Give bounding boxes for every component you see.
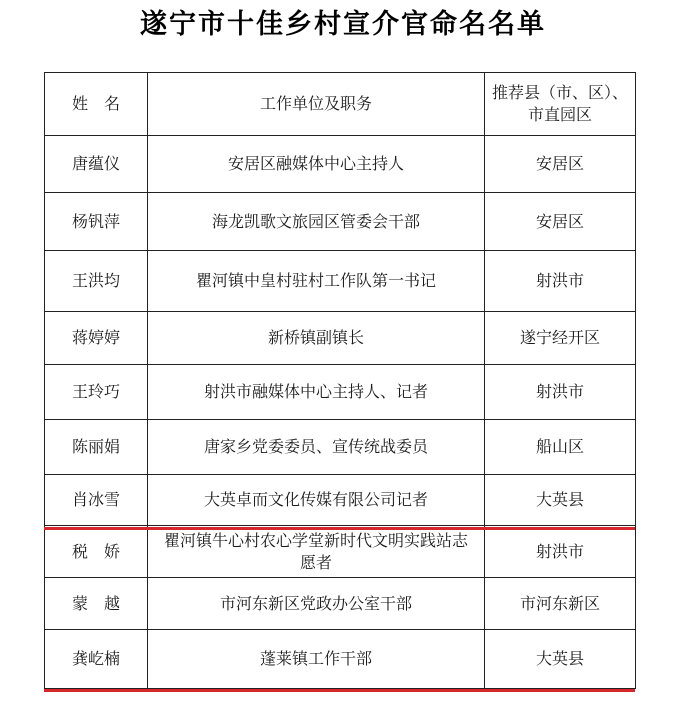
cell-unit: 瞿河镇中皇村驻村工作队第一书记	[148, 251, 485, 312]
highlight-line-bottom	[44, 689, 635, 692]
table-row	[45, 251, 636, 312]
cell-unit	[148, 526, 485, 578]
cell-county: 射洪市	[485, 365, 636, 420]
table-row	[45, 578, 636, 630]
cell-county: 安居区	[485, 193, 636, 251]
cell-name: 税 娇	[45, 526, 148, 578]
cell-county: 射洪市	[485, 251, 636, 312]
header-county-label: 推荐县（市、区）、市直园区	[491, 83, 628, 124]
table-row	[45, 136, 636, 193]
table-row	[45, 475, 636, 526]
cell-name: 龚屹楠	[45, 630, 148, 689]
table-row	[45, 630, 636, 689]
cell-unit: 新桥镇副镇长	[148, 312, 485, 365]
cell-county: 大英县	[485, 475, 636, 526]
table-row	[45, 193, 636, 251]
cell-county: 遂宁经开区	[485, 312, 636, 365]
nominee-table	[44, 72, 636, 689]
page-title: 遂宁市十佳乡村宣介官命名名单	[140, 9, 546, 40]
cell-name: 蒋婷婷	[45, 312, 148, 365]
cell-name: 蒙 越	[45, 578, 148, 630]
cell-unit: 海龙凯歌文旅园区管委会干部	[148, 193, 485, 251]
cell-unit: 市河东新区党政办公室干部	[148, 578, 485, 630]
cell-unit: 蓬莱镇工作干部	[148, 630, 485, 689]
table-row	[45, 365, 636, 420]
cell-unit: 射洪市融媒体中心主持人、记者	[148, 365, 485, 420]
cell-name: 陈丽娟	[45, 420, 148, 475]
cell-name: 杨钒萍	[45, 193, 148, 251]
cell-county: 大英县	[485, 630, 636, 689]
header-name: 姓 名	[45, 73, 148, 136]
cell-name: 王玲巧	[45, 365, 148, 420]
header-unit: 工作单位及职务	[148, 73, 485, 136]
cell-county: 射洪市	[485, 526, 636, 578]
cell-name: 肖冰雪	[45, 475, 148, 526]
cell-unit: 大英卓而文化传媒有限公司记者	[148, 475, 485, 526]
table-row	[45, 526, 636, 578]
cell-county: 市河东新区	[485, 578, 636, 630]
cell-unit-text: 瞿河镇牛心村农心学堂新时代文明实践站志愿者	[163, 530, 468, 572]
cell-county: 安居区	[485, 136, 636, 193]
table-header-row	[45, 73, 636, 136]
cell-name: 王洪均	[45, 251, 148, 312]
table-row	[45, 420, 636, 475]
header-county	[485, 73, 636, 136]
highlight-line-top	[44, 527, 635, 530]
cell-name: 唐蕴仪	[45, 136, 148, 193]
cell-unit: 安居区融媒体中心主持人	[148, 136, 485, 193]
cell-unit: 唐家乡党委委员、宣传统战委员	[148, 420, 485, 475]
cell-county: 船山区	[485, 420, 636, 475]
table-row	[45, 312, 636, 365]
